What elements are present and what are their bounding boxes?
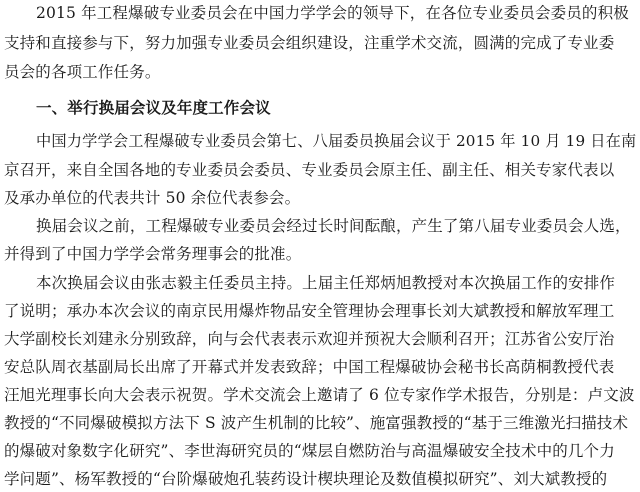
paragraph-4-line-2: 了说明；承办本次会议的南京民用爆炸物品安全管理协会理事长刘大斌教授和解放军理工	[4, 302, 615, 320]
section-heading: 一、举行换届会议及年度工作会议	[36, 99, 271, 117]
paragraph-2-line-3: 及承办单位的代表共计 50 余位代表参会。	[4, 189, 301, 207]
paragraph-1-line-3: 员会的各项工作任务。	[4, 63, 161, 81]
paragraph-2-line-2: 京召开，来自全国各地的专业委员会委员、专业委员会原主任、副主任、相关专家代表以	[4, 161, 615, 179]
paragraph-3-line-2: 并得到了中国力学学会常务理事会的批准。	[4, 245, 302, 263]
paragraph-1-line-1: 2015 年工程爆破专业委员会在中国力学学会的领导下，在各位专业委员会委员的积极	[36, 4, 629, 22]
paragraph-3-line-1: 换届会议之前，工程爆破专业委员会经过长时间酝酿，产生了第八届专业委员会人选，	[36, 217, 631, 235]
paragraph-4-line-1: 本次换届会议由张志毅主任委员主持。上届主任郑炳旭教授对本次换届工作的安排作	[36, 274, 616, 292]
paragraph-1-line-2: 支持和直接参与下，努力加强专业委员会组织建设，注重学术交流，圆满的完成了专业委	[4, 34, 615, 52]
paragraph-4-line-8: 学问题”、杨军教授的“台阶爆破炮孔装药设计楔块理论及数值模拟研究”、刘大斌教授的	[4, 470, 608, 488]
paragraph-4-line-5: 汪旭光理事长向大会表示祝贺。学术交流会上邀请了 6 位专家作学术报告，分别是：卢文波	[4, 386, 635, 404]
paragraph-4-line-7: 的爆破对象数字化研究”、李世海研究员的“煤层自燃防治与高温爆破安全技术中的几个力	[4, 442, 615, 460]
paragraph-4-line-3: 大学副校长刘建永分别致辞，向与会代表表示欢迎并预祝大会顺利召开；江苏省公安厅治	[4, 330, 615, 348]
paragraph-4-line-4: 安总队周衣基副局长出席了开幕式并发表致辞；中国工程爆破协会秘书长高荫桐教授代表	[4, 358, 615, 376]
paragraph-2-line-1: 中国力学学会工程爆破专业委员会第七、八届委员换届会议于 2015 年 10 月 19 日在南	[36, 132, 637, 150]
paragraph-4-line-6: 教授的“不同爆破模拟方法下 S 波产生机制的比较”、施富强教授的“基于三维激光扫描技术	[4, 414, 629, 432]
